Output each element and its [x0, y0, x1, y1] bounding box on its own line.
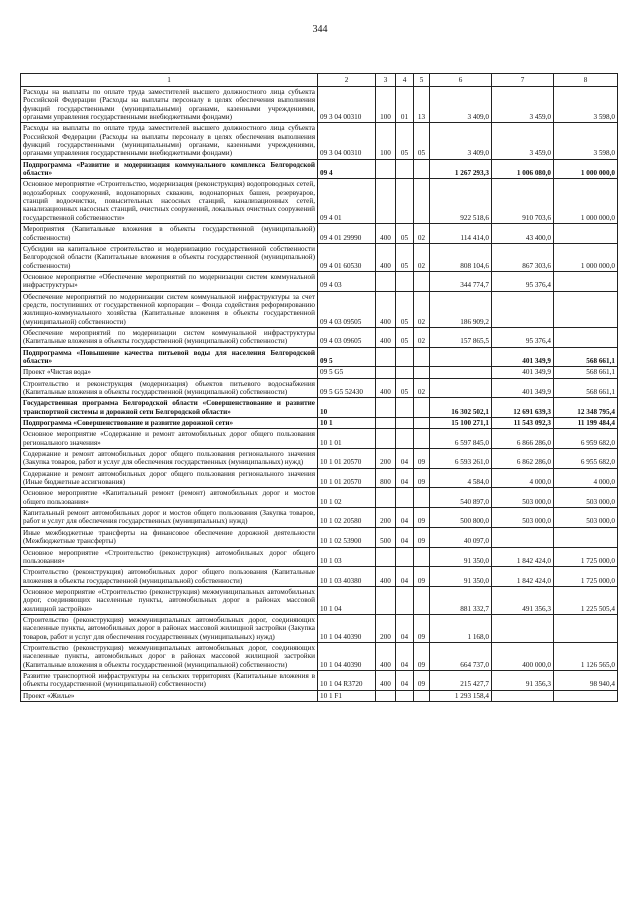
- row-pr-cell: 09: [414, 508, 430, 528]
- row-value-2021-cell: [492, 527, 554, 547]
- row-value-2020-cell: 500 800,0: [430, 508, 492, 528]
- row-name-cell: Основное мероприятие «Строительство, модернизация (реконструкция) водопроводных сетей, водозаборных сооружений, водонапорных скважин, водонапорных башен, резервуаров, станций водоочистки, повысительных насосных станций, канализационных сетей, канализационных насосных станций, очистных сооружений, локальных очистных сооружений государственной собственности»: [21, 179, 318, 224]
- table-row: [21, 586, 618, 614]
- row-value-2022-cell: 12 348 795,4: [554, 398, 618, 418]
- row-code-cell: 09 4 01 29990: [318, 224, 376, 244]
- row-value-2022-cell: 1 725 000,0: [554, 547, 618, 567]
- row-value-2020-cell: 3 409,0: [430, 123, 492, 159]
- row-name-cell: Обеспечение мероприятий по модернизации систем коммунальной инфраструктуры (Капитальные вложения в объекты государственной (муниципальной) собственности): [21, 327, 318, 347]
- row-rz-cell: 05: [396, 243, 414, 271]
- row-value-2020-cell: 114 414,0: [430, 224, 492, 244]
- table-row: [21, 508, 618, 528]
- row-vr-cell: [376, 398, 396, 418]
- budget-table: [20, 73, 618, 702]
- row-rz-cell: [396, 179, 414, 224]
- table-row: [21, 179, 618, 224]
- row-name-cell: Развитие транспортной инфраструктуры на сельских территориях (Капитальные вложения в объекты государственной (муниципальной) собственности): [21, 670, 318, 690]
- header-cell: 8: [554, 74, 618, 87]
- row-vr-cell: 800: [376, 468, 396, 488]
- row-pr-cell: 09: [414, 468, 430, 488]
- row-value-2020-cell: 6 597 845,0: [430, 429, 492, 449]
- row-value-2020-cell: 40 097,0: [430, 527, 492, 547]
- row-code-cell: 10 1 02 20580: [318, 508, 376, 528]
- header-cell: 5: [414, 74, 430, 87]
- row-name-cell: Основное мероприятие «Содержание и ремонт автомобильных дорог общего пользования регионального значения»: [21, 429, 318, 449]
- table-row: [21, 429, 618, 449]
- row-value-2020-cell: [430, 347, 492, 367]
- row-value-2021-cell: 91 356,3: [492, 670, 554, 690]
- row-value-2021-cell: 401 349,9: [492, 347, 554, 367]
- row-code-cell: 09 4 03: [318, 271, 376, 291]
- row-code-cell: 10 1 04 R3720: [318, 670, 376, 690]
- row-value-2022-cell: [554, 291, 618, 327]
- row-value-2020-cell: 881 332,7: [430, 586, 492, 614]
- row-name-cell: Субсидии на капитальное строительство и модернизацию государственной собственности Белгородской области (Капитальные вложения в объекты государственной (муниципальной) собственности): [21, 243, 318, 271]
- row-name-cell: Основное мероприятие «Капитальный ремонт (ремонт) автомобильных дорог и мостов общего пользования»: [21, 488, 318, 508]
- row-rz-cell: [396, 347, 414, 367]
- table-row: [21, 159, 618, 179]
- row-value-2022-cell: 1 000 000,0: [554, 243, 618, 271]
- row-value-2022-cell: [554, 224, 618, 244]
- table-row: [21, 398, 618, 418]
- row-pr-cell: [414, 547, 430, 567]
- row-vr-cell: 100: [376, 123, 396, 159]
- table-body: [21, 87, 618, 702]
- row-vr-cell: 400: [376, 327, 396, 347]
- row-value-2022-cell: 6 959 682,0: [554, 429, 618, 449]
- header-cell: 7: [492, 74, 554, 87]
- row-pr-cell: [414, 418, 430, 429]
- row-value-2022-cell: 503 000,0: [554, 508, 618, 528]
- row-vr-cell: [376, 347, 396, 367]
- row-name-cell: Капитальный ремонт автомобильных дорог и мостов общего пользования (Закупка товаров, работ и услуг для обеспечения государственных (муниципальных) нужд): [21, 508, 318, 528]
- row-value-2020-cell: 16 302 502,1: [430, 398, 492, 418]
- row-code-cell: 09 5: [318, 347, 376, 367]
- row-rz-cell: [396, 488, 414, 508]
- header-row: [21, 74, 618, 87]
- row-code-cell: 09 4 01 60530: [318, 243, 376, 271]
- row-pr-cell: [414, 367, 430, 378]
- row-value-2021-cell: 3 459,0: [492, 123, 554, 159]
- row-rz-cell: [396, 367, 414, 378]
- row-rz-cell: [396, 429, 414, 449]
- row-value-2021-cell: 1 842 424,0: [492, 547, 554, 567]
- row-value-2020-cell: [430, 367, 492, 378]
- row-rz-cell: 04: [396, 508, 414, 528]
- row-code-cell: 10 1 01 20570: [318, 468, 376, 488]
- table-row: [21, 527, 618, 547]
- row-value-2021-cell: 910 703,6: [492, 179, 554, 224]
- row-value-2022-cell: 1 000 000,0: [554, 179, 618, 224]
- row-name-cell: Содержание и ремонт автомобильных дорог общего пользования регионального значения (Закупка товаров, работ и услуг для обеспечения государственных (муниципальных) нужд): [21, 449, 318, 469]
- row-value-2021-cell: 1 842 424,0: [492, 567, 554, 587]
- table-row: [21, 670, 618, 690]
- row-value-2021-cell: [492, 614, 554, 642]
- row-code-cell: 09 4 03 09605: [318, 327, 376, 347]
- row-value-2020-cell: 1 293 158,4: [430, 690, 492, 701]
- row-value-2022-cell: 11 199 484,4: [554, 418, 618, 429]
- row-value-2021-cell: 6 862 286,0: [492, 449, 554, 469]
- row-vr-cell: 400: [376, 378, 396, 398]
- row-pr-cell: 09: [414, 670, 430, 690]
- table-row: [21, 488, 618, 508]
- row-name-cell: Подпрограмма «Совершенствование и развитие дорожной сети»: [21, 418, 318, 429]
- row-name-cell: Строительство (реконструкция) автомобильных дорог общего пользования (Капитальные вложения в объекты государственной (муниципальной) собственности): [21, 567, 318, 587]
- row-value-2020-cell: 186 909,2: [430, 291, 492, 327]
- row-vr-cell: 200: [376, 508, 396, 528]
- row-value-2021-cell: 503 000,0: [492, 488, 554, 508]
- row-vr-cell: 400: [376, 567, 396, 587]
- row-value-2020-cell: 215 427,7: [430, 670, 492, 690]
- row-name-cell: Строительство (реконструкция) межмуниципальных автомобильных дорог, соединяющих населенные пункты, автомобильных дорог в районах массовой жилищной застройки (Капитальные вложения в объекты государственной (муниципальной) собственности): [21, 642, 318, 670]
- row-code-cell: 10 1 01 20570: [318, 449, 376, 469]
- row-code-cell: 09 5 G5: [318, 367, 376, 378]
- row-value-2020-cell: [430, 378, 492, 398]
- row-pr-cell: 09: [414, 614, 430, 642]
- table-row: [21, 468, 618, 488]
- row-value-2021-cell: 12 691 639,3: [492, 398, 554, 418]
- header-cell: 3: [376, 74, 396, 87]
- row-pr-cell: 02: [414, 378, 430, 398]
- row-value-2022-cell: 1 725 000,0: [554, 567, 618, 587]
- table-row: [21, 271, 618, 291]
- row-name-cell: Основное мероприятие «Строительство (реконструкция) межмуниципальных автомобильных дорог, соединяющих населенные пункты, автомобильных дорог в районах массовой жилищной застройки»: [21, 586, 318, 614]
- header-cell: 1: [21, 74, 318, 87]
- row-value-2020-cell: 91 350,0: [430, 567, 492, 587]
- row-vr-cell: [376, 586, 396, 614]
- table-row: [21, 243, 618, 271]
- row-value-2022-cell: [554, 690, 618, 701]
- row-value-2020-cell: 3 409,0: [430, 87, 492, 123]
- row-vr-cell: 400: [376, 224, 396, 244]
- row-value-2021-cell: 491 356,3: [492, 586, 554, 614]
- row-code-cell: 10 1 F1: [318, 690, 376, 701]
- row-value-2020-cell: 15 100 271,1: [430, 418, 492, 429]
- row-vr-cell: 400: [376, 670, 396, 690]
- row-pr-cell: [414, 690, 430, 701]
- row-vr-cell: [376, 429, 396, 449]
- row-rz-cell: 05: [396, 123, 414, 159]
- row-code-cell: 09 4 03 09505: [318, 291, 376, 327]
- row-pr-cell: [414, 159, 430, 179]
- row-pr-cell: [414, 398, 430, 418]
- row-code-cell: 10 1 04: [318, 586, 376, 614]
- row-value-2022-cell: [554, 271, 618, 291]
- row-rz-cell: 04: [396, 642, 414, 670]
- row-value-2022-cell: [554, 527, 618, 547]
- row-value-2020-cell: 6 593 261,0: [430, 449, 492, 469]
- row-pr-cell: [414, 488, 430, 508]
- row-value-2022-cell: 1 126 565,0: [554, 642, 618, 670]
- row-value-2021-cell: 401 349,9: [492, 378, 554, 398]
- row-rz-cell: [396, 547, 414, 567]
- table-row: [21, 123, 618, 159]
- row-name-cell: Строительство (реконструкция) межмуниципальных автомобильных дорог, соединяющих населенные пункты, автомобильных дорог в районах массовой жилищной застройки (Закупка товаров, работ и услуг для обеспечения государственных (муниципальных) нужд): [21, 614, 318, 642]
- row-vr-cell: 100: [376, 87, 396, 123]
- row-value-2021-cell: 4 000,0: [492, 468, 554, 488]
- row-value-2022-cell: [554, 614, 618, 642]
- table-row: [21, 87, 618, 123]
- row-vr-cell: [376, 179, 396, 224]
- row-code-cell: 10 1 04 40390: [318, 642, 376, 670]
- row-value-2021-cell: 6 866 286,0: [492, 429, 554, 449]
- row-vr-cell: 200: [376, 614, 396, 642]
- header-cell: 6: [430, 74, 492, 87]
- row-pr-cell: [414, 347, 430, 367]
- row-code-cell: 10 1 02: [318, 488, 376, 508]
- row-rz-cell: [396, 271, 414, 291]
- row-rz-cell: [396, 690, 414, 701]
- row-name-cell: Строительство и реконструкция (модернизация) объектов питьевого водоснабжения (Капитальные вложения в объекты государственной (муниципальной) собственности): [21, 378, 318, 398]
- row-name-cell: Государственная программа Белгородской области «Совершенствование и развитие транспортной системы и дорожной сети Белгородской области»: [21, 398, 318, 418]
- row-value-2022-cell: 568 661,1: [554, 367, 618, 378]
- row-value-2021-cell: 95 376,4: [492, 271, 554, 291]
- row-code-cell: 10 1 01: [318, 429, 376, 449]
- row-code-cell: 09 3 04 00310: [318, 87, 376, 123]
- row-value-2020-cell: 664 737,0: [430, 642, 492, 670]
- row-pr-cell: 02: [414, 291, 430, 327]
- table-row: [21, 642, 618, 670]
- row-value-2022-cell: 1 225 505,4: [554, 586, 618, 614]
- row-rz-cell: [396, 159, 414, 179]
- row-value-2021-cell: [492, 690, 554, 701]
- row-value-2020-cell: 1 267 293,3: [430, 159, 492, 179]
- row-rz-cell: 05: [396, 327, 414, 347]
- row-vr-cell: 400: [376, 642, 396, 670]
- row-rz-cell: [396, 398, 414, 418]
- row-value-2020-cell: 540 897,0: [430, 488, 492, 508]
- row-vr-cell: [376, 488, 396, 508]
- row-name-cell: Содержание и ремонт автомобильных дорог общего пользования регионального значения (Иные бюджетные ассигнования): [21, 468, 318, 488]
- table-row: [21, 614, 618, 642]
- row-code-cell: 10: [318, 398, 376, 418]
- row-name-cell: Расходы на выплаты по оплате труда заместителей высшего должностного лица субъекта Российской Федерации (Расходы на выплаты персоналу в целях обеспечения выполнения функций государственными (муниципальными) органами, казенными учреждениями, органами управления государственными внебюджетными фондами): [21, 87, 318, 123]
- row-rz-cell: [396, 586, 414, 614]
- row-pr-cell: [414, 271, 430, 291]
- row-code-cell: 10 1 03: [318, 547, 376, 567]
- table-row: [21, 547, 618, 567]
- row-pr-cell: [414, 586, 430, 614]
- table-row: [21, 418, 618, 429]
- row-pr-cell: 05: [414, 123, 430, 159]
- row-vr-cell: [376, 547, 396, 567]
- row-name-cell: Обеспечение мероприятий по модернизации систем коммунальной инфраструктуры за счет средств, поступивших от государственной корпорации – Фонда содействия реформированию жилищно-коммунального хозяйства (Капитальные вложения в объекты государственной (муниципальной) собственности): [21, 291, 318, 327]
- table-row: [21, 690, 618, 701]
- row-rz-cell: [396, 418, 414, 429]
- row-vr-cell: 200: [376, 449, 396, 469]
- row-value-2021-cell: 1 006 080,0: [492, 159, 554, 179]
- row-rz-cell: 05: [396, 378, 414, 398]
- row-pr-cell: 02: [414, 327, 430, 347]
- row-value-2020-cell: 344 774,7: [430, 271, 492, 291]
- table-row: [21, 347, 618, 367]
- table-row: [21, 224, 618, 244]
- row-rz-cell: 04: [396, 527, 414, 547]
- row-value-2020-cell: 922 518,6: [430, 179, 492, 224]
- row-name-cell: Подпрограмма «Повышение качества питьевой воды для населения Белгородской области»: [21, 347, 318, 367]
- row-rz-cell: 04: [396, 614, 414, 642]
- row-vr-cell: [376, 367, 396, 378]
- row-vr-cell: [376, 271, 396, 291]
- table-row: [21, 449, 618, 469]
- row-name-cell: Проект «Чистая вода»: [21, 367, 318, 378]
- row-name-cell: Мероприятия (Капитальные вложения в объекты государственной (муниципальной) собственности): [21, 224, 318, 244]
- row-rz-cell: 05: [396, 224, 414, 244]
- table-row: [21, 367, 618, 378]
- row-code-cell: 10 1: [318, 418, 376, 429]
- row-value-2022-cell: 98 940,4: [554, 670, 618, 690]
- row-code-cell: 09 5 G5 52430: [318, 378, 376, 398]
- row-value-2022-cell: 4 000,0: [554, 468, 618, 488]
- row-value-2021-cell: 503 000,0: [492, 508, 554, 528]
- row-code-cell: 10 1 03 40380: [318, 567, 376, 587]
- row-value-2021-cell: 43 400,0: [492, 224, 554, 244]
- row-pr-cell: 09: [414, 449, 430, 469]
- row-code-cell: 10 1 04 40390: [318, 614, 376, 642]
- row-pr-cell: [414, 179, 430, 224]
- row-value-2020-cell: 1 168,0: [430, 614, 492, 642]
- table-row: [21, 291, 618, 327]
- row-name-cell: Расходы на выплаты по оплате труда заместителей высшего должностного лица субъекта Российской Федерации (Расходы на выплаты персоналу в целях обеспечения выполнения функций государственными (муниципальными) органами, казенными учреждениями, органами управления государственными внебюджетными фондами): [21, 123, 318, 159]
- row-rz-cell: 01: [396, 87, 414, 123]
- row-value-2022-cell: 1 000 000,0: [554, 159, 618, 179]
- header-cell: 4: [396, 74, 414, 87]
- row-name-cell: Проект «Жилье»: [21, 690, 318, 701]
- row-vr-cell: 400: [376, 291, 396, 327]
- row-value-2021-cell: 400 000,0: [492, 642, 554, 670]
- row-value-2022-cell: 503 000,0: [554, 488, 618, 508]
- row-vr-cell: [376, 690, 396, 701]
- row-vr-cell: 500: [376, 527, 396, 547]
- row-rz-cell: 04: [396, 449, 414, 469]
- row-code-cell: 09 4 01: [318, 179, 376, 224]
- row-value-2021-cell: 401 349,9: [492, 367, 554, 378]
- row-name-cell: Подпрограмма «Развитие и модернизация коммунального комплекса Белгородской области»: [21, 159, 318, 179]
- row-value-2022-cell: 3 598,0: [554, 123, 618, 159]
- row-vr-cell: 400: [376, 243, 396, 271]
- row-value-2022-cell: 3 598,0: [554, 87, 618, 123]
- table-row: [21, 378, 618, 398]
- row-pr-cell: 13: [414, 87, 430, 123]
- row-rz-cell: 04: [396, 468, 414, 488]
- row-vr-cell: [376, 159, 396, 179]
- row-vr-cell: [376, 418, 396, 429]
- table-row: [21, 327, 618, 347]
- table-row: [21, 567, 618, 587]
- row-value-2022-cell: 568 661,1: [554, 378, 618, 398]
- row-value-2021-cell: 95 376,4: [492, 327, 554, 347]
- row-code-cell: 09 4: [318, 159, 376, 179]
- row-pr-cell: 09: [414, 642, 430, 670]
- row-value-2020-cell: 808 104,6: [430, 243, 492, 271]
- row-value-2021-cell: 867 303,6: [492, 243, 554, 271]
- row-value-2021-cell: 3 459,0: [492, 87, 554, 123]
- row-rz-cell: 05: [396, 291, 414, 327]
- row-pr-cell: [414, 429, 430, 449]
- row-rz-cell: 04: [396, 567, 414, 587]
- page-number: 344: [312, 24, 328, 35]
- row-value-2020-cell: 91 350,0: [430, 547, 492, 567]
- row-code-cell: 09 3 04 00310: [318, 123, 376, 159]
- row-value-2021-cell: 11 543 092,3: [492, 418, 554, 429]
- header-cell: 2: [318, 74, 376, 87]
- row-rz-cell: 04: [396, 670, 414, 690]
- row-pr-cell: 02: [414, 243, 430, 271]
- row-name-cell: Основное мероприятие «Обеспечение мероприятий по модернизации систем коммунальной инфраструктуры»: [21, 271, 318, 291]
- row-value-2020-cell: 157 865,5: [430, 327, 492, 347]
- row-pr-cell: 09: [414, 527, 430, 547]
- row-pr-cell: 02: [414, 224, 430, 244]
- row-value-2022-cell: [554, 327, 618, 347]
- row-value-2022-cell: 568 661,1: [554, 347, 618, 367]
- row-name-cell: Иные межбюджетные трансферты на финансовое обеспечение дорожной деятельности (Межбюджетные трансферты): [21, 527, 318, 547]
- row-value-2022-cell: 6 955 682,0: [554, 449, 618, 469]
- row-value-2021-cell: [492, 291, 554, 327]
- row-pr-cell: 09: [414, 567, 430, 587]
- row-name-cell: Основное мероприятие «Строительство (реконструкция) автомобильных дорог общего пользования»: [21, 547, 318, 567]
- row-value-2020-cell: 4 584,0: [430, 468, 492, 488]
- row-code-cell: 10 1 02 53900: [318, 527, 376, 547]
